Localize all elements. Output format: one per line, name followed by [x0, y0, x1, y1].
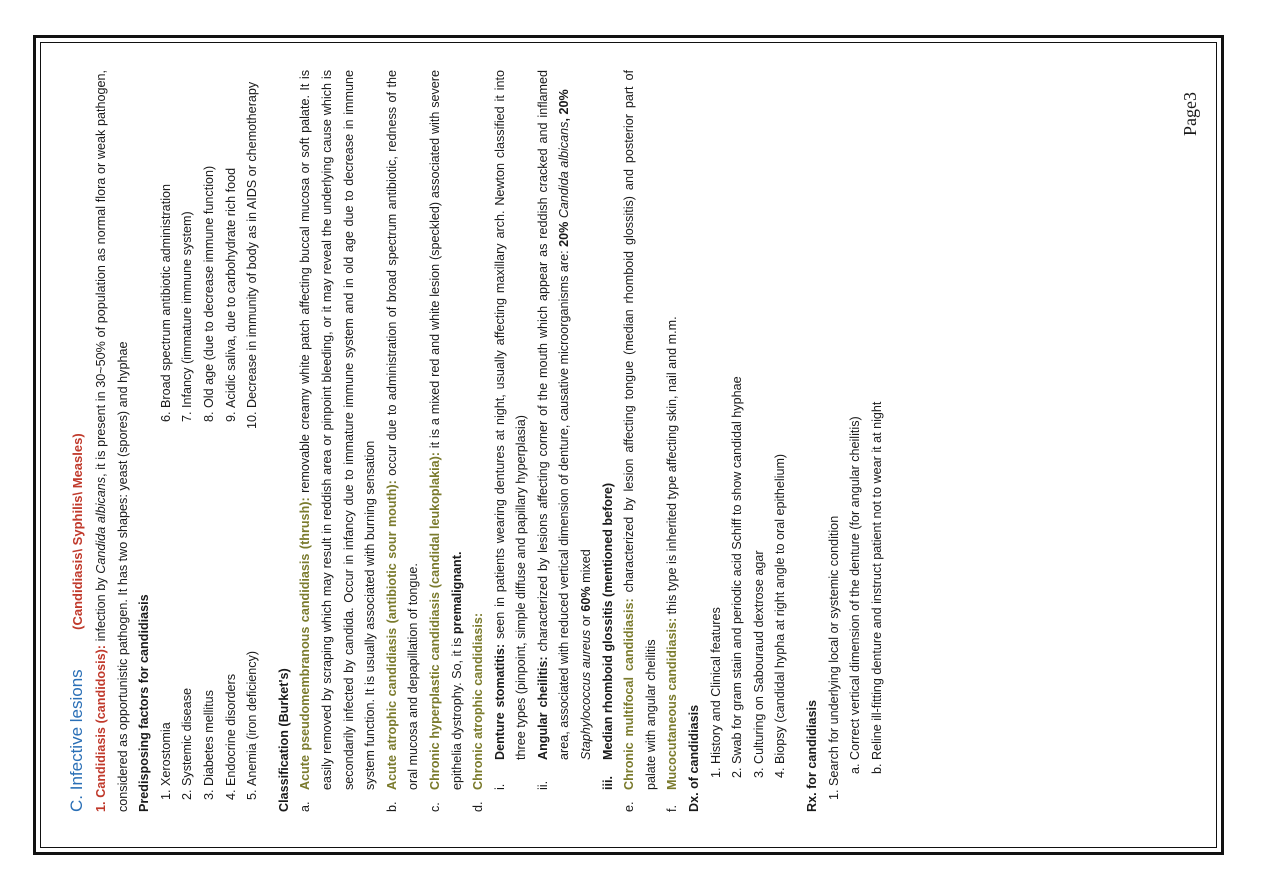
classification-e: e. Chronic multifocal candidiasis: characterized by lesion affecting tongue (median rhomboid glossitis) and posterior part of palate with angular cheilitis — [622, 70, 658, 812]
list-item: 4. Biopsy (candidal hypha at right angle to oral epithelium) — [770, 70, 792, 764]
classification-c: c. Chronic hyperplastic candidiasis (candidal leukoplakia): it is a mixed red and white lesion (speckled) associated with severe epithelia dystrophy. So, it is premalignant. — [427, 70, 464, 812]
classification-a: a. Acute pseudomembranous candidiasis (thrush): removable creamy white patch affecting buccal mucosa or soft palate. It is easily removed by scraping which may result in reddish area or pinpoint bleeding, or it may reveal the underlying cause which is secondarily infected by candida. Occur in infancy due to immature immune system and in old age due to decrease in immune system function. It is usually associated with burning sensation — [298, 70, 378, 812]
diagnosis-title: Dx. of candidiasis — [687, 704, 702, 812]
intro-text-1: infection by — [94, 573, 108, 646]
diagnosis-list — [706, 70, 792, 812]
description: mixed — [579, 549, 594, 587]
list-item: 3. Culturing on Sabouraud dextrose agar — [749, 70, 771, 764]
predisposing-title: Predisposing factors for candidiasis — [137, 594, 152, 812]
list-item: 2. Swab for gram stain and periodic acid Schiff to show candidal hyphae — [727, 70, 749, 764]
term: Acute atrophic candidiasis (antibiotic sour mouth): — [384, 480, 399, 790]
term: Acute pseudomembranous candidiasis (thrush): — [298, 497, 313, 790]
percent: , 20% — [557, 89, 572, 122]
classification-d-iii: iii. Median rhomboid glossitis (mentioned before) — [598, 70, 620, 812]
list-item: 3. Diabetes mellitus — [199, 448, 221, 786]
term: Angular cheilitis: — [535, 656, 550, 760]
intro-term: Candidiasis (candidosis): — [94, 645, 108, 798]
intro-text-2: , it is present in 30~50% of population as normal flora or weak pathogen, considered as opportunistic pathogen. It has two shapes: yeast (spores) and hyphae — [94, 70, 130, 812]
connector: or — [579, 611, 594, 630]
list-item: 1. Xerostomia — [156, 448, 178, 786]
description: it is a mixed red and white lesion (speckled) associated with severe epithelia dystrophy. So, it is — [427, 70, 464, 790]
list-item: 4. Endocrine disorders — [221, 448, 243, 786]
list-item: 5. Anemia (iron deficiency) — [242, 448, 264, 786]
list-item: 7. Infancy (immature immune system) — [177, 70, 199, 408]
description: removable creamy white patch affecting buccal mucosa or soft palate. It is easily removed by scraping which may result in reddish area or pinpoint bleeding, or it may reveal the underlying cause which is secondarily infected by candida. Occur in infancy due to immature immune system and in old age due to decrease in immune system function. It is usually associated with burning sensation — [298, 70, 378, 790]
list-item: 10. Decrease in immunity of body as in AIDS or chemotherapy — [242, 70, 264, 408]
term: Chronic hyperplastic candidiasis (candidal leukoplakia): — [427, 452, 442, 790]
page-title — [64, 70, 91, 812]
term: Median rhomboid glossitis (mentioned before) — [600, 482, 615, 760]
description: characterized by lesions affecting corner of the mouth which appear as reddish cracked and inflamed area, associated with reduced vertical dimension of denture, causative microorganisms are: — [535, 69, 572, 760]
document-page — [52, 52, 1202, 842]
term: Chronic atrophic candidiasis: — [471, 612, 486, 790]
description: characterized by lesion affecting tongue (median rhomboid glossitis) and posterior part of palate with angular cheilitis — [622, 70, 658, 790]
intro-number: 1. — [94, 801, 108, 812]
list-item: 6. Broad spectrum antibiotic administration — [156, 70, 178, 408]
description: this type is inherited type affecting skin, nail and m.m. — [665, 316, 680, 618]
species: Candida albicans — [557, 121, 572, 222]
term: Denture stomatitis: — [492, 643, 507, 760]
emphasis: premalignant. — [449, 551, 464, 635]
classification-d-i: i. Denture stomatitis: seen in patients wearing dentures at night, usually affecting maxillary arch. Newton classified it into three types (pinpoint, simple diffuse and papillary hyperplasia) — [492, 70, 529, 790]
classification-b: b. Acute atrophic candidiasis (antibiotic sour mouth): occur due to administration of broad spectrum antibiotic, redness of the oral mucosa and depapillation of tongue. — [384, 70, 421, 812]
list-item: a. Correct vertical dimension of the denture (for angular cheilitis) — [845, 70, 867, 760]
section-topics: (Candidiasis\ Syphilis\ Measles) — [70, 433, 85, 630]
treatment-list — [824, 70, 889, 812]
treatment-item-text: Search for underlying local or systemic condition — [826, 515, 841, 786]
list-item: 9. Acidic saliva, due to carbohydrate rich food — [221, 70, 243, 408]
classification-f: f. Mucocutaneous candidiasis: this type is inherited type affecting skin, nail and m.m. — [665, 316, 680, 812]
term: Chronic multifocal candidiasis: — [622, 598, 637, 790]
section-heading: C. Infective lesions — [67, 669, 86, 812]
list-item: b. Reline ill-fitting denture and instruct patient not to wear it at night — [867, 70, 889, 760]
species: Staphylococcus aureus — [579, 629, 594, 760]
page-number: Page3 — [1180, 92, 1200, 136]
classification-d-ii: ii. Angular cheilitis: characterized by lesions affecting corner of the mouth which appear as reddish cracked and inflamed area, associated with reduced vertical dimension of denture, causative microorganisms are: 20% Candida albicans, 20% Staphylococcus aureus or 60% mixed — [535, 69, 594, 790]
description: seen in patients wearing dentures at night, usually affecting maxillary arch. Newton classified it into three types (pinpoint, simple diffuse and papillary hyperplasia) — [492, 70, 529, 760]
percent: 20% — [557, 221, 572, 247]
list-item — [824, 70, 889, 786]
treatment-title: Rx. for candidiasis — [805, 700, 819, 812]
list-item: 8. Old age (due to decrease immune function) — [199, 70, 221, 408]
description: occur due to administration of broad spectrum antibiotic, redness of the oral mucosa and depapillation of tongue. — [384, 70, 421, 790]
classification-title: Classification (Burket's) — [276, 668, 291, 812]
percent: 60% — [579, 586, 594, 612]
list-item: 1. History and Clinical features — [706, 70, 728, 764]
term: Mucocutaneous candidiasis: — [665, 617, 680, 790]
classification-d: d. Chronic atrophic candidiasis: — [471, 612, 486, 812]
candidiasis-intro — [91, 70, 134, 812]
list-item: 2. Systemic disease — [177, 448, 199, 786]
predisposing-list — [156, 70, 264, 812]
intro-species: Candida albicans — [94, 476, 108, 574]
